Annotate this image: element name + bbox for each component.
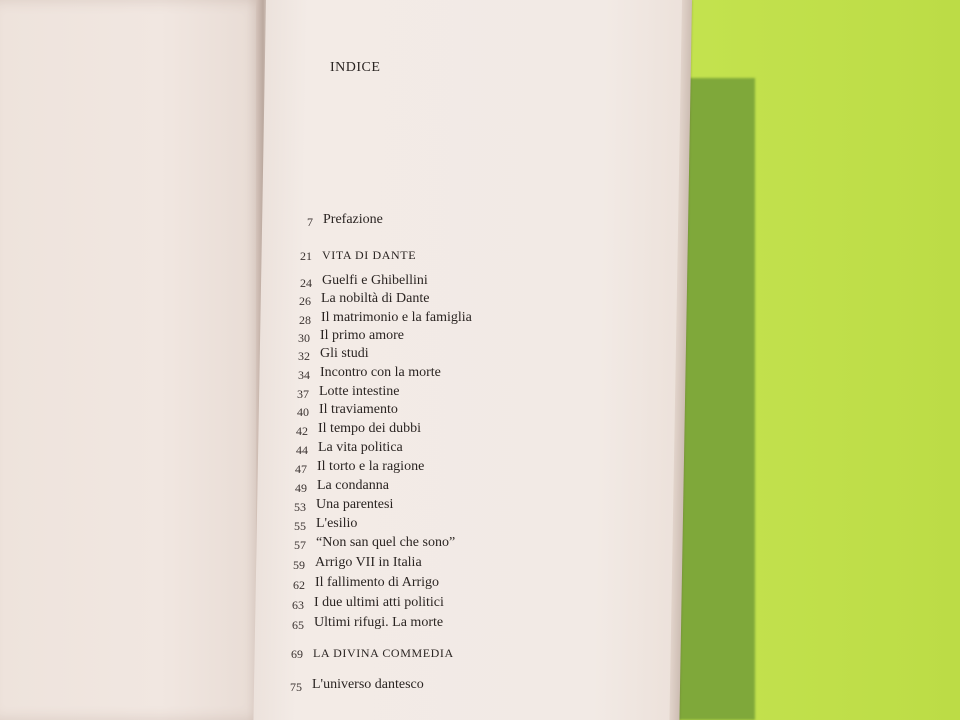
toc-page-number: 26: [299, 294, 311, 308]
toc-entry-title: Incontro con la morte: [320, 365, 441, 380]
toc-page-number: 7: [307, 215, 313, 229]
toc-entry-title: I due ultimi atti politici: [314, 595, 444, 610]
toc-entry-title: Guelfi e Ghibellini: [322, 273, 428, 288]
toc-page-number: 44: [296, 443, 308, 457]
toc-page-number: 30: [298, 331, 310, 345]
toc-entry-title: “Non san quel che sono”: [316, 535, 456, 550]
toc-page-number: 42: [296, 424, 308, 438]
toc-page-number: 53: [294, 500, 306, 514]
toc-entry-title: L'universo dantesco: [312, 677, 424, 692]
toc-page-number: 69: [291, 647, 303, 661]
toc-page-number: 47: [295, 462, 307, 476]
toc-page-number: 40: [297, 405, 309, 419]
toc-page-number: 65: [292, 618, 304, 632]
toc-entry-title: VITA DI DANTE: [322, 248, 417, 262]
toc-entry-title: La vita politica: [318, 440, 403, 455]
toc-entry-title: Arrigo VII in Italia: [315, 555, 422, 570]
toc-page-number: 28: [299, 313, 311, 327]
toc-entry-title: Il tempo dei dubbi: [318, 421, 422, 436]
toc-entry-title: Prefazione: [323, 212, 383, 227]
toc-page-number: 63: [292, 598, 304, 612]
toc-entry-title: Ultimi rifugi. La morte: [314, 615, 444, 630]
toc-entry-title: LA DIVINA COMMEDIA: [313, 646, 454, 660]
toc-entry-title: Una parentesi: [316, 497, 394, 512]
toc-page-number: 75: [290, 680, 302, 694]
toc-entry-title: Il matrimonio e la famiglia: [321, 310, 472, 325]
toc-heading: INDICE: [330, 60, 381, 75]
toc-entry-title: La condanna: [317, 478, 389, 493]
toc-page-number: 34: [298, 368, 310, 382]
toc-entry-title: Il fallimento di Arrigo: [315, 575, 440, 590]
toc-page-number: 21: [300, 249, 312, 263]
toc-entry-title: Il primo amore: [320, 328, 404, 343]
toc-page-number: 59: [293, 558, 305, 572]
toc-page-number: 37: [297, 387, 309, 401]
toc-page-number: 49: [295, 481, 307, 495]
toc-page-number: 32: [298, 349, 310, 363]
toc-page-number: 55: [294, 519, 306, 533]
toc-entry-title: L'esilio: [316, 516, 358, 531]
toc-page-number: 62: [293, 578, 305, 592]
toc-entry-title: La nobiltà di Dante: [321, 291, 430, 306]
toc-page-number: 57: [294, 538, 306, 552]
toc-page-number: 24: [300, 276, 312, 290]
toc-entry-title: Gli studi: [320, 346, 369, 361]
toc-entry-title: Il traviamento: [319, 402, 398, 417]
toc-entry-title: Lotte intestine: [319, 384, 400, 399]
toc-entry-title: Il torto e la ragione: [317, 459, 425, 474]
